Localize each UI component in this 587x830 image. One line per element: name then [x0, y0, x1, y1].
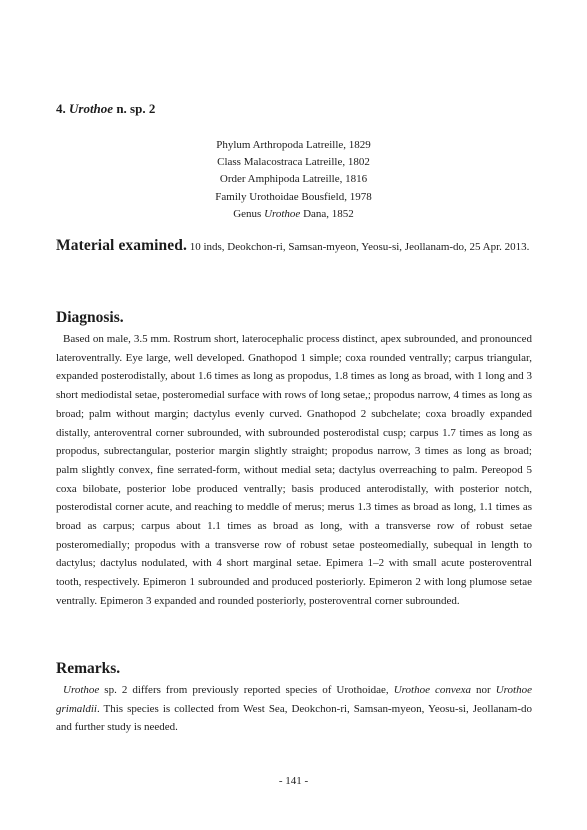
remarks-text [56, 681, 532, 737]
section-number: 4. [56, 101, 66, 116]
remarks-part1: sp. 2 differs from previously reported species of Urothoidae, [99, 684, 394, 696]
diagnosis-text: Based on male, 3.5 mm. Rostrum short, laterocephalic process distinct, apex subrounded, and pronounced lateroventrally. Eye large, well developed. Gnathopod 1 simple; coxa rounded ventrally; carpus triangular, expanded posterodistally, about 1.6 times as long as propodus, 1.8 times as long as broad, with 1 long and 3 short mediodistal setae, posteromedial surface with rows of long setae,; propodus narrow, 4 times as long as broad; palm without margin; dactylus evenly curved. Gnathopod 2 subchelate; coxa broadly expanded distally, anteroventral corner subrounded, with subrounded posterodistal cusp; carpus 1.7 times as long as propodus, subrectangular, posterior margin slightly straight; propodus narrow, 3 times as long as broad; palm slightly convex, fine serrated-form, without medial seta; dactylus overreaching to palm. Pereopod 5 coxa bilobate, posterior lobe produced ventrally; basis produced anterodistally, with posterior notch, posterodistal corner acute, and reaching to meddle of merus; merus 1.3 times as broad as long, 1.1 times as broad as carpus; carpus about 1.1 times as broad as long, with a transverse row of robust setae posteromedially; propodus with a transverse row of robust setae posteomedially, subequal in length to dactylus; dactylus nodulated, with 4 short marginal setae. Epimera 1–2 with small acute posteroventral tooth, respectively. Epimeron 1 subrounded and produced posteriorly. Epimeron 2 with long plumose setae ventrally. Epimeron 3 expanded and rounded posteriorly, posteroventral corner subrounded. [56, 333, 532, 607]
diagnosis-heading: Diagnosis. [56, 309, 124, 326]
material-examined [56, 237, 532, 257]
taxonomy-genus-author: Dana, 1852 [303, 207, 354, 220]
remarks-part2: nor [471, 684, 496, 696]
section-genus: Urothoe [69, 101, 114, 116]
remarks-species-grimaldii: Urothoe grimaldii [56, 684, 532, 715]
taxonomy-class: Class Malacostraca Latreille, 1802 [217, 156, 370, 169]
taxonomy-phylum: Phylum Arthropoda Latreille, 1829 [216, 139, 371, 151]
taxonomy-family: Family Urothoidae Bousfield, 1978 [215, 190, 372, 203]
taxonomy-genus-prefix: Genus [233, 207, 262, 220]
taxonomy-genus [0, 206, 587, 223]
remarks-genus: Urothoe [63, 684, 100, 696]
taxonomy-block [0, 137, 587, 223]
section-title [56, 101, 155, 117]
remarks-part3: . This species is collected from West Sea, Deokchon-ri, Samsan-myeon, Yeosu-si, Jeollanam-do and further study is needed. [56, 702, 532, 734]
remarks-species-convexa: Urothoe convexa [393, 684, 472, 696]
section-suffix: n. sp. 2 [116, 101, 156, 116]
taxonomy-genus-name: Urothoe [264, 207, 301, 220]
material-heading: Material examined. [56, 237, 187, 254]
remarks-heading: Remarks. [56, 660, 121, 677]
material-text: 10 inds, Deokchon-ri, Samsan-myeon, Yeosu-si, Jeollanam-do, 25 Apr. 2013. [189, 241, 530, 253]
taxonomy-order: Order Amphipoda Latreille, 1816 [219, 173, 368, 186]
page-number: - 141 - [278, 775, 309, 787]
